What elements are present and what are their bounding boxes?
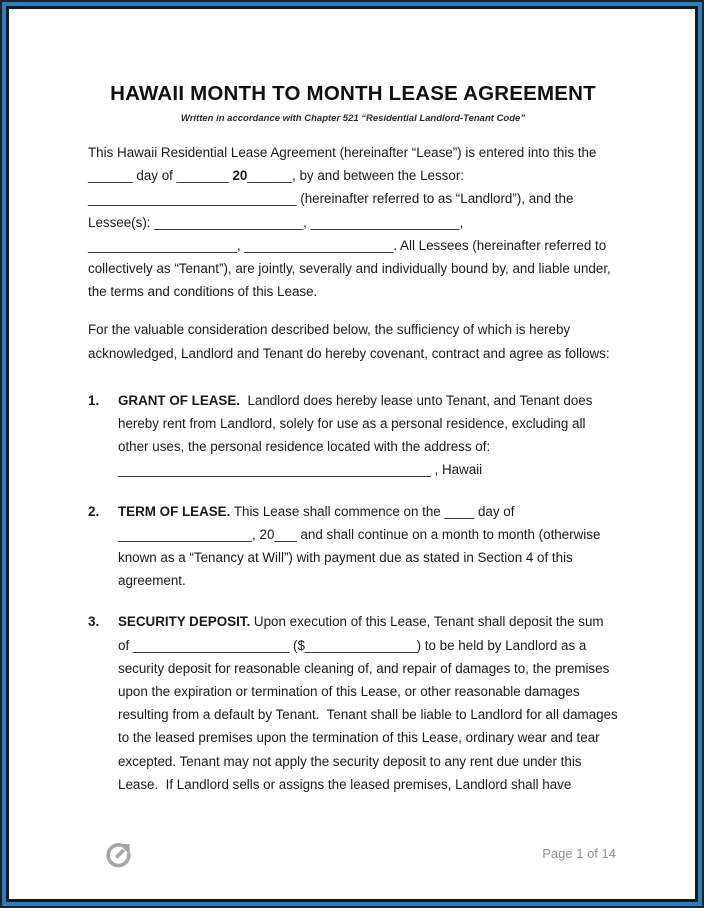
section-text: This Lease shall commence on the ____ day of __________________, 20___ and shall continue on a month to month (otherwise known as a “Tenancy at Will”) with payment due as stated in Section 4 of this agreement. [118,503,605,589]
intro-paragraph [88,141,618,303]
section-body [118,610,622,796]
section-security-deposit [88,610,622,796]
section-number: 3. [88,614,100,630]
page-footer [103,838,616,869]
intro-text-after-year: ______, by and between the Lessor: ____________________________ (hereinafter referred to as “Landlord”), and the Lessee(s): ____________________, ____________________, ____________________, ____________________. All Lessees (hereinafter referred to collectively as “Tenant”), are jointly, severally and individually bound by, and liable under, the terms and conditions of this Lease. [88,168,615,300]
document-content [9,9,622,796]
section-text: Landlord does hereby lease unto Tenant, and Tenant does hereby rent from Landlord, solely for use as a personal residence, excluding all other uses, the personal residence located with the address of: __________________________________________ , Hawaii [118,392,597,478]
intro-year-prefix: 20 [232,168,248,184]
section-body [118,389,618,482]
section-number: 1. [88,392,100,408]
eforms-logo-icon [103,838,134,869]
section-text: Upon execution of this Lease, Tenant shall deposit the sum of _____________________ ($_______________) to be held by Landlord as a security deposit for reasonable cleaning of, and repair of damages to, the premises upon the expiration or termination of this Lease, or other reasonable damages resulting from a default by Tenant. Tenant shall be liable to Landlord for all damages to the leased premises upon the termination of this Lease, ordinary wear and tear excepted. Tenant may not apply the security deposit to any rent due under this Lease. If Landlord sells or assigns the leased premises, Landlord shall have [118,614,622,792]
document-sheet [6,6,698,902]
section-heading: TERM OF LEASE. [118,503,231,519]
section-body [118,500,618,593]
intro-text-before-year: This Hawaii Residential Lease Agreement (hereinafter “Lease”) is entered into this the ______ day of _______ [88,145,601,184]
page-title: HAWAII MONTH TO MONTH LEASE AGREEMENT [110,82,596,105]
consideration-paragraph: For the valuable consideration described below, the sufficiency of which is hereby acknowledged, Landlord and Tenant do hereby covenant, contract and agree as follows: [88,322,610,361]
section-heading: GRANT OF LEASE. [118,392,241,408]
page-subtitle: Written in accordance with Chapter 521 “Residential Landlord-Tenant Code” [180,113,526,124]
section-number: 2. [88,503,100,519]
page-indicator: Page 1 of 14 [542,846,616,861]
section-heading: SECURITY DEPOSIT. [118,614,251,630]
section-grant-of-lease [88,389,618,482]
section-term-of-lease [88,500,618,593]
